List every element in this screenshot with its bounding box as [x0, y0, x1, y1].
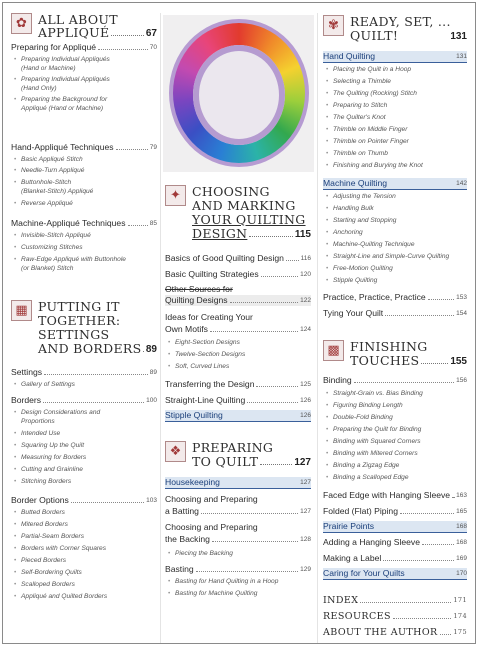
toc-entry[interactable]: the Backing 128: [165, 534, 311, 544]
toc-entry[interactable]: Preparing for Appliqué 70: [11, 42, 157, 52]
toc-entry[interactable]: Housekeeping 127: [165, 477, 311, 487]
toc-entry[interactable]: Transferring the Design 125: [165, 379, 311, 389]
toc-subentry[interactable]: Proportions: [21, 418, 55, 425]
section-title: SETTINGS: [38, 327, 110, 342]
section-title: ALL ABOUT: [38, 12, 118, 27]
toc-subentry[interactable]: • Customizing Stitches: [14, 244, 83, 251]
toc-subentry[interactable]: • Anchoring: [326, 229, 363, 236]
toc-subentry[interactable]: • Basting for Machine Quilting: [168, 590, 258, 597]
section-page: 131: [450, 31, 467, 42]
toc-subentry[interactable]: Appliqué (Hand or Machine): [21, 105, 104, 112]
toc-subentry[interactable]: • Self-Bordering Quilts: [14, 569, 82, 576]
section-page: 127: [294, 457, 311, 468]
toc-subentry[interactable]: • Needle-Turn Appliqué: [14, 167, 85, 174]
toc-subentry[interactable]: • Starting and Stopping: [326, 217, 397, 224]
toc-entry[interactable]: Practice, Practice, Practice 153: [323, 292, 467, 302]
toc-subentry[interactable]: • Placing the Quilt in a Hoop: [326, 66, 412, 73]
toc-subentry[interactable]: • Binding with Squared Corners: [326, 438, 421, 445]
toc-entry[interactable]: a Batting 127: [165, 506, 311, 516]
toc-subentry[interactable]: • Design Considerations and: [14, 409, 101, 416]
toc-entry[interactable]: Binding 156: [323, 375, 467, 385]
toc-subentry[interactable]: • Piecing the Backing: [168, 550, 233, 557]
toc-entry[interactable]: Quilting Designs 122: [165, 295, 311, 305]
toc-subentry[interactable]: • Raw-Edge Appliqué with Buttonhole: [14, 256, 126, 263]
section-title: FINISHING: [350, 339, 428, 354]
toc-subentry[interactable]: • Binding a Zigzag Edge: [326, 462, 400, 469]
toc-subentry[interactable]: • Reverse Appliqué: [14, 200, 73, 207]
toc-subentry[interactable]: • Cutting and Grainline: [14, 466, 83, 473]
toc-entry[interactable]: Hand Quilting 131: [323, 51, 467, 61]
toc-entry[interactable]: Ideas for Creating Your: [165, 312, 253, 322]
section-title: PREPARING: [192, 440, 274, 455]
toc-subentry[interactable]: • Scalloped Borders: [14, 581, 75, 588]
column-divider: [317, 13, 318, 643]
section-title: APPLIQUÉ: [38, 25, 110, 40]
toc-subentry[interactable]: (Hand Only): [21, 85, 57, 92]
toc-entry[interactable]: Settings 89: [11, 367, 157, 377]
pieced-block-icon: ▦: [11, 300, 32, 321]
toc-subentry[interactable]: • Double-Fold Binding: [326, 414, 393, 421]
section-title: CHOOSING: [192, 184, 270, 199]
toc-subentry[interactable]: • Borders with Corner Squares: [14, 545, 107, 552]
section-ready-set-quilt: [323, 15, 467, 42]
toc-subentry[interactable]: • Adjusting the Tension: [326, 193, 396, 200]
section-title: DESIGN: [192, 226, 248, 241]
toc-entry[interactable]: Hand-Appliqué Techniques 79: [11, 142, 157, 152]
toc-subentry[interactable]: • Appliqué and Quilted Borders: [14, 593, 108, 600]
section-choosing-marking: [165, 185, 311, 240]
section-page: 115: [294, 229, 311, 240]
toc-subentry[interactable]: (Blanket-Stitch) Appliqué: [21, 188, 94, 195]
section-title: QUILT!: [350, 28, 399, 43]
toc-subentry[interactable]: • Preparing to Stitch: [326, 102, 388, 109]
toc-subentry[interactable]: • Stipple Quilting: [326, 277, 378, 284]
toc-subentry[interactable]: • Binding with Mitered Corners: [326, 450, 418, 457]
section-page: 89: [145, 344, 157, 355]
toc-entry[interactable]: Borders 100: [11, 395, 157, 405]
toc-entry[interactable]: Basting 129: [165, 564, 311, 574]
toc-subentry[interactable]: • Measuring for Borders: [14, 454, 87, 461]
toc-subentry[interactable]: • Preparing Individual Appliqués: [14, 56, 110, 63]
toc-subentry[interactable]: • Invisible-Stitch Appliqué: [14, 232, 91, 239]
toc-subentry[interactable]: • Machine-Quilting Technique: [326, 241, 415, 248]
column-divider: [160, 13, 161, 643]
toc-subentry[interactable]: • Stitching Borders: [14, 478, 72, 485]
toc-entry-resources[interactable]: RESOURCES 174: [323, 611, 467, 622]
toc-subentry[interactable]: • Binding a Scalloped Edge: [326, 474, 409, 481]
toc-subentry[interactable]: • Finishing and Burying the Knot: [326, 162, 423, 169]
toc-subentry[interactable]: • Thimble on Thumb: [326, 150, 388, 157]
toc-subentry[interactable]: • Gallery of Settings: [14, 381, 75, 388]
toc-subentry[interactable]: • Partial-Seam Borders: [14, 533, 85, 540]
toc-subentry[interactable]: • Preparing the Background for: [14, 96, 108, 103]
toc-entry[interactable]: Prairie Points 168: [323, 521, 467, 531]
section-title: TOGETHER:: [38, 313, 121, 328]
toc-page: [2, 2, 476, 644]
toc-subentry[interactable]: • Straight-Grain vs. Bias Binding: [326, 390, 423, 397]
section-settings-borders: [11, 300, 157, 355]
toc-subentry[interactable]: • Free-Motion Quilting: [326, 265, 393, 272]
toc-entry[interactable]: Basic Quilting Strategies 120: [165, 269, 311, 279]
toc-entry[interactable]: Folded (Flat) Piping 165: [323, 506, 467, 516]
toc-entry[interactable]: Faced Edge with Hanging Sleeve 163: [323, 490, 467, 500]
toc-entry[interactable]: Straight-Line Quilting 126: [165, 395, 311, 405]
toc-subentry[interactable]: • Preparing the Quilt for Binding: [326, 426, 422, 433]
toc-entry[interactable]: Own Motifs 124: [165, 324, 311, 334]
toc-entry[interactable]: Machine-Appliqué Techniques 85: [11, 218, 157, 228]
toc-entry[interactable]: Choosing and Preparing: [165, 522, 258, 532]
diamond-block-icon: ❖: [165, 441, 186, 462]
toc-subentry[interactable]: (or Blanket) Stitch: [21, 265, 74, 272]
toc-entry[interactable]: Other Sources for: [165, 284, 233, 294]
toc-entry[interactable]: Machine Quilting 142: [323, 178, 467, 188]
section-title: TO QUILT: [192, 454, 259, 469]
section-preparing: [165, 441, 311, 468]
section-title: AND MARKING: [192, 198, 296, 213]
toc-subentry[interactable]: • Buttonhole-Stitch: [14, 179, 72, 186]
toc-subentry[interactable]: • Intended Use: [14, 430, 61, 437]
section-title: AND BORDERS: [38, 341, 142, 356]
toc-entry-index[interactable]: INDEX 171: [323, 595, 467, 606]
toc-subentry[interactable]: • Preparing Individual Appliqués: [14, 76, 110, 83]
section-applique: [11, 13, 157, 39]
section-finishing-touches: [323, 340, 467, 367]
toc-subentry[interactable]: • The Quilting (Rocking) Stitch: [326, 90, 417, 97]
toc-subentry[interactable]: • Handling Bulk: [326, 205, 374, 212]
toc-subentry[interactable]: • Figuring Binding Length: [326, 402, 403, 409]
toc-entry[interactable]: Border Options 103: [11, 495, 157, 505]
toc-subentry[interactable]: • Basic Appliqué Stitch: [14, 156, 83, 163]
section-title: PUTTING IT: [38, 299, 120, 314]
toc-subentry[interactable]: • Soft, Curved Lines: [168, 363, 230, 370]
toc-subentry[interactable]: • The Quilter's Knot: [326, 114, 386, 121]
toc-subentry[interactable]: • Eight-Section Designs: [168, 339, 240, 346]
toc-subentry[interactable]: • Butted Borders: [14, 509, 65, 516]
toc-entry[interactable]: Caring for Your Quilts 170: [323, 568, 467, 578]
toc-subentry[interactable]: • Squaring Up the Quilt: [14, 442, 85, 449]
toc-subentry[interactable]: • Pieced Borders: [14, 557, 67, 564]
toc-entry[interactable]: Tying Your Quilt 154: [323, 308, 467, 318]
quilt-block-icon: ✾: [323, 15, 344, 36]
section-page: 67: [145, 28, 157, 39]
toc-subentry[interactable]: • Thimble on Pointer Finger: [326, 138, 409, 145]
toc-entry-about-author[interactable]: ABOUT THE AUTHOR 175: [323, 627, 467, 638]
toc-subentry[interactable]: • Thimble on Middle Finger: [326, 126, 408, 133]
toc-subentry[interactable]: • Basting for Hand Quilting in a Hoop: [168, 578, 279, 585]
checker-block-icon: ▩: [323, 340, 344, 361]
toc-subentry[interactable]: • Selecting a Thimble: [326, 78, 391, 85]
flower-block-icon: ✿: [11, 13, 32, 34]
thread-spool-ring-photo: [163, 15, 314, 172]
toc-subentry[interactable]: (Hand or Machine): [21, 65, 76, 72]
toc-entry[interactable]: Choosing and Preparing: [165, 494, 258, 504]
toc-entry[interactable]: Adding a Hanging Sleeve 168: [323, 537, 467, 547]
toc-entry[interactable]: Basics of Good Quilting Design 116: [165, 253, 311, 263]
section-title: TOUCHES: [350, 353, 420, 368]
toc-entry[interactable]: Making a Label 169: [323, 553, 467, 563]
toc-subentry[interactable]: • Straight-Line and Simple-Curve Quilting: [326, 253, 450, 260]
section-title: READY, SET, ...: [350, 14, 451, 29]
toc-subentry[interactable]: • Mitered Borders: [14, 521, 68, 528]
section-title: YOUR QUILTING: [192, 212, 306, 227]
toc-subentry[interactable]: • Twelve-Section Designs: [168, 351, 246, 358]
star-block-icon: ✦: [165, 185, 186, 206]
toc-entry[interactable]: Stipple Quilting 126: [165, 410, 311, 420]
section-page: 155: [450, 356, 467, 367]
